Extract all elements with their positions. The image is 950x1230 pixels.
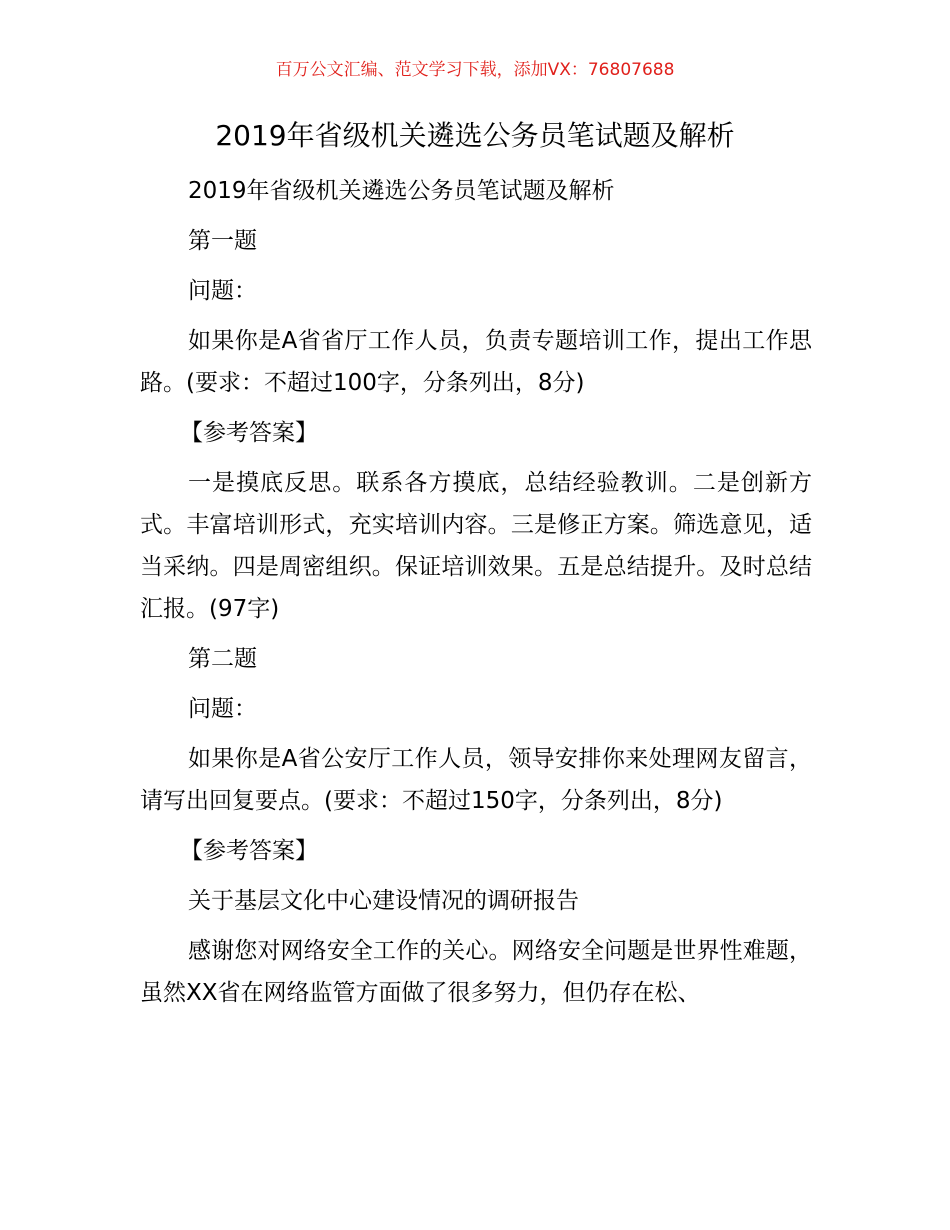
answer-2-label: 【参考答案】 — [180, 838, 318, 864]
question-1-label: 问题： — [188, 278, 257, 304]
document-title: 2019年省级机关遴选公务员笔试题及解析 — [215, 119, 735, 152]
body-subtitle: 2019年省级机关遴选公务员笔试题及解析 — [188, 178, 615, 204]
question-1-heading: 第一题 — [188, 228, 257, 254]
answer-2-heading: 关于基层文化中心建设情况的调研报告 — [188, 888, 579, 914]
question-2-heading: 第二题 — [188, 646, 257, 672]
question-1-text: 如果你是A省省厅工作人员，负责专题培训工作，提出工作思路。(要求：不超过100字，分条列出，8分) — [140, 328, 812, 396]
answer-1-label: 【参考答案】 — [180, 420, 318, 446]
answer-2-text: 感谢您对网络安全工作的关心。网络安全问题是世界性难题，虽然XX省在网络监管方面做了很多努力，但仍存在松、 — [140, 938, 812, 1006]
question-2-label: 问题： — [188, 696, 257, 722]
header-promo-note: 百万公文汇编、范文学习下载，添加VX：76807688 — [275, 60, 675, 80]
document-body — [140, 170, 812, 1022]
answer-1-text: 一是摸底反思。联系各方摸底，总结经验教训。二是创新方式。丰富培训形式，充实培训内容。三是修正方案。筛选意见，适当采纳。四是周密组织。保证培训效果。五是总结提升。及时总结汇报。(97字) — [140, 470, 812, 622]
question-2-text: 如果你是A省公安厅工作人员，领导安排你来处理网友留言，请写出回复要点。(要求：不超过150字，分条列出，8分) — [140, 746, 812, 814]
